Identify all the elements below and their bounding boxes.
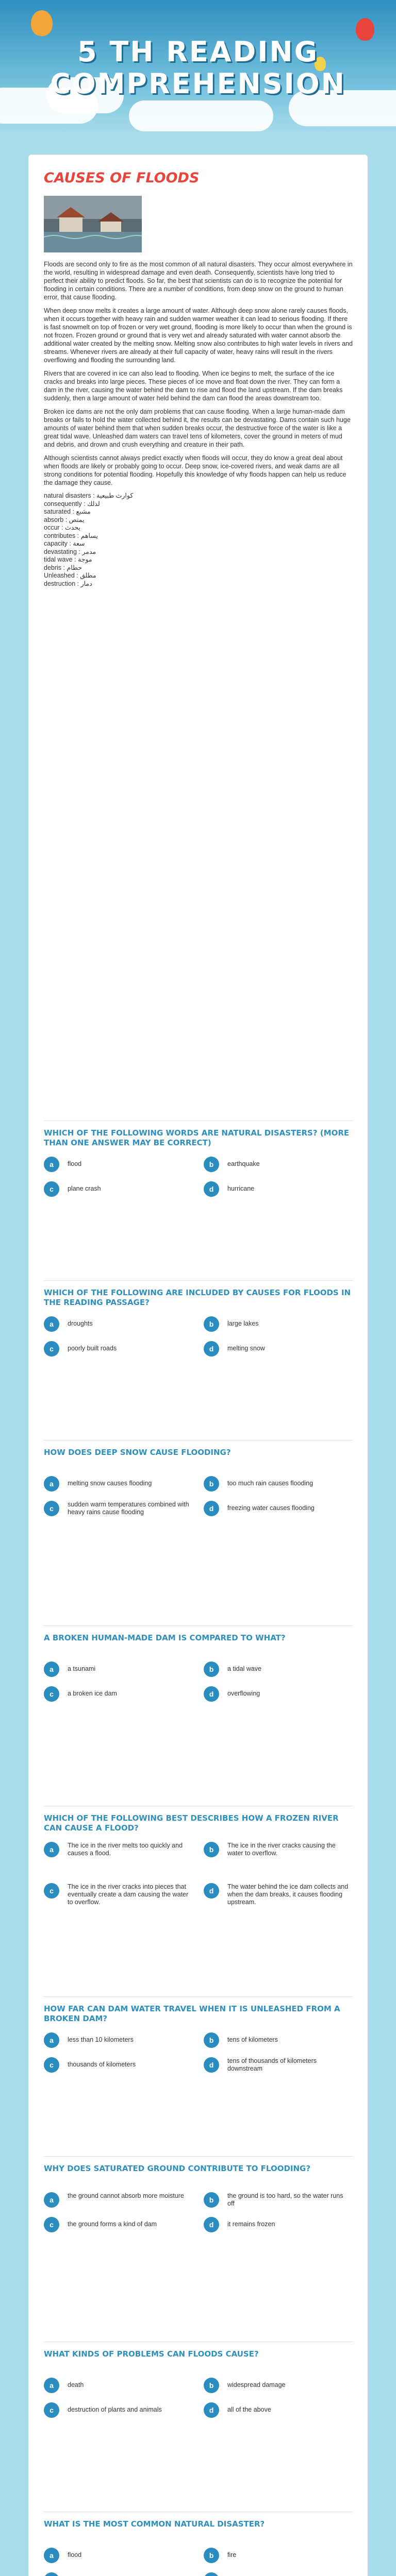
option-text: death <box>68 2381 84 2388</box>
answer-option-a[interactable] <box>44 2548 193 2565</box>
cloud <box>129 100 273 131</box>
divider <box>44 1996 353 1997</box>
passage-paragraph: Rivers that are covered in ice can also lead to flooding. When ice begins to melt, the surface of the ice cracks and breaks into large pieces. These pieces of ice move and float down the river. They can form a dam in the river, causing the water behind the dam to rise and flood the land upstream. If the dam breaks suddenly, then a large amount of water held behind the dam can flood the areas downstream too. <box>44 370 343 402</box>
hot-air-balloon-icon <box>31 10 53 36</box>
passage-paragraph: Floods are second only to fire as the most common of all natural disasters. They occur almost everywhere in the world, resulting in widespread damage and even death. Consequently, scientists have long tried to perfect their ability to predict floods. So far, the best that scientists can do is to recognize the potential for flooding in certain conditions. There are a number of conditions, from deep snow on the ground to human error, that cause flooding. <box>44 261 353 301</box>
question-text: WHAT IS THE MOST COMMON NATURAL DISASTER? <box>44 2519 265 2529</box>
option-letter-badge: c <box>44 2057 59 2073</box>
vocab-item: debris : حطام <box>44 564 82 571</box>
divider <box>44 1280 353 1281</box>
vocab-item: destruction : دمار <box>44 580 92 587</box>
answer-option-b[interactable] <box>204 1476 353 1494</box>
answer-option-c[interactable] <box>44 2217 193 2234</box>
vocab-item: saturated : مشبع <box>44 508 91 515</box>
answer-option-b[interactable] <box>204 1316 353 1334</box>
answer-option-c[interactable] <box>44 1686 193 1704</box>
option-letter-badge: a <box>44 2548 59 2563</box>
option-letter-badge: c <box>44 1501 59 1516</box>
answer-option-a[interactable] <box>44 1842 193 1859</box>
answer-option-c[interactable] <box>44 1341 193 1359</box>
option-letter-badge: d <box>204 2402 219 2418</box>
option-letter-badge: b <box>204 2032 219 2048</box>
answer-option-c[interactable] <box>44 2402 193 2420</box>
option-text: a tidal wave <box>227 1665 262 1672</box>
option-text: too much rain causes flooding <box>227 1480 314 1487</box>
option-letter-badge: d <box>204 1341 219 1357</box>
passage-paragraph: Although scientists cannot always predict exactly when floods will occur, they do know a great deal about when floods are likely or probably going to occur. Deep snow, ice-covered rivers, and weak dams are all strong conditions for potential flooding. Hopefully this knowledge of why floods happen can help us reduce the damage they cause. <box>44 454 346 486</box>
vocab-item: contributes : يساهم <box>44 532 98 539</box>
answer-option-a[interactable] <box>44 1157 193 1174</box>
answer-option-b[interactable] <box>204 2032 353 2050</box>
option-text: a tsunami <box>68 1665 96 1672</box>
vocab-item: capacity : سعة <box>44 540 85 547</box>
option-text: droughts <box>68 1320 93 1327</box>
question-text: HOW FAR CAN DAM WATER TRAVEL WHEN IT IS UNLEASHED FROM A BROKEN DAM? <box>44 2004 340 2023</box>
answer-option-b[interactable] <box>204 2548 353 2565</box>
passage-body <box>44 260 353 588</box>
option-letter-badge: d <box>204 2217 219 2232</box>
vocab-item: absorb : يمتص <box>44 516 85 523</box>
answer-option-c[interactable] <box>44 1883 193 1906</box>
answer-option-d[interactable] <box>204 2572 353 2576</box>
option-text: freezing water causes flooding <box>227 1504 315 1512</box>
option-text: The water behind the ice dam collects and when the dam breaks, it causes flooding upstream. <box>227 1883 349 1906</box>
divider <box>44 1625 353 1626</box>
option-letter-badge: a <box>44 2378 59 2393</box>
option-text: the ground is too hard, so the water runs off <box>227 2192 343 2207</box>
option-letter-badge: b <box>204 1842 219 1857</box>
option-letter-badge: c <box>44 1341 59 1357</box>
option-text: destruction of plants and animals <box>68 2406 162 2413</box>
option-letter-badge: a <box>44 1476 59 1492</box>
option-text: melting snow <box>227 1345 265 1352</box>
option-letter-badge: c <box>44 1883 59 1899</box>
option-letter-badge: d <box>204 1686 219 1702</box>
answer-option-c[interactable] <box>44 1181 193 1199</box>
divider <box>44 2156 353 2157</box>
vocabulary-list <box>44 492 353 588</box>
option-letter-badge: c <box>44 2402 59 2418</box>
answer-option-a[interactable] <box>44 2378 193 2395</box>
answer-option-d[interactable] <box>204 2402 353 2420</box>
option-letter-badge <box>44 2572 59 2576</box>
flood-illustration <box>44 196 142 252</box>
option-letter-badge: c <box>44 1181 59 1197</box>
answer-option-c[interactable] <box>44 2057 193 2075</box>
option-text: thousands of kilometers <box>68 2061 136 2068</box>
answer-option-b[interactable] <box>204 2378 353 2395</box>
option-text: sudden warm temperatures combined with heavy rains cause flooding <box>68 1501 189 1516</box>
question-text: WHICH OF THE FOLLOWING ARE INCLUDED BY CAUSES FOR FLOODS IN THE READING PASSAGE? <box>44 1288 351 1307</box>
vocab-item: devastating : مدمر <box>44 548 96 555</box>
answer-option-b[interactable] <box>204 1157 353 1174</box>
answer-option-d[interactable] <box>204 1883 353 1906</box>
option-letter-badge: d <box>204 1883 219 1899</box>
answer-option-d[interactable] <box>204 2057 353 2075</box>
option-text: a broken ice dam <box>68 1690 117 1697</box>
option-text: less than 10 kilometers <box>68 2036 134 2043</box>
option-letter-badge: b <box>204 1316 219 1332</box>
option-text: overflowing <box>227 1690 260 1697</box>
question-text: HOW DOES DEEP SNOW CAUSE FLOODING? <box>44 1448 231 1457</box>
answer-option-a[interactable] <box>44 2032 193 2050</box>
option-text: earthquake <box>227 1160 260 1167</box>
option-letter-badge: b <box>204 1476 219 1492</box>
answer-option-b[interactable] <box>204 2192 353 2210</box>
option-letter-badge: a <box>44 1842 59 1857</box>
option-letter-badge: a <box>44 2032 59 2048</box>
question-text: WHICH OF THE FOLLOWING BEST DESCRIBES HOW A FROZEN RIVER CAN CAUSE A FLOOD? <box>44 1814 339 1833</box>
option-text: it remains frozen <box>227 2221 275 2228</box>
option-letter-badge <box>204 2572 219 2576</box>
question-text: WHICH OF THE FOLLOWING WORDS ARE NATURAL DISASTERS? (MORE THAN ONE ANSWER MAY BE CORRECT) <box>44 1128 350 1147</box>
option-letter-badge: d <box>204 1501 219 1516</box>
answer-option-d[interactable] <box>204 1501 353 1518</box>
question-text: WHY DOES SATURATED GROUND CONTRIBUTE TO FLOODING? <box>44 2164 311 2173</box>
answer-option-c[interactable] <box>44 1501 193 1518</box>
answer-option-a[interactable] <box>44 1476 193 1494</box>
option-text: flood <box>68 1160 82 1167</box>
vocab-item: Unleashed : مطلق <box>44 572 96 579</box>
option-letter-badge: c <box>44 1686 59 1702</box>
answer-option-d[interactable] <box>204 1341 353 1359</box>
option-text: melting snow causes flooding <box>68 1480 152 1487</box>
option-text: tens of kilometers <box>227 2036 278 2043</box>
option-text: plane crash <box>68 1185 101 1192</box>
option-text: poorly built roads <box>68 1345 117 1352</box>
answer-option-d[interactable] <box>204 2217 353 2234</box>
option-letter-badge: d <box>204 2057 219 2073</box>
option-text: hurricane <box>227 1185 255 1192</box>
option-letter-badge: b <box>204 2378 219 2393</box>
answer-option-a[interactable] <box>44 1662 193 1679</box>
question-text: WHAT KINDS OF PROBLEMS CAN FLOODS CAUSE? <box>44 2349 259 2359</box>
answer-option-b[interactable] <box>204 1662 353 1679</box>
answer-option-a[interactable] <box>44 1316 193 1334</box>
option-text: the ground forms a kind of dam <box>68 2221 157 2228</box>
option-text: the ground cannot absorb more moisture <box>68 2192 184 2199</box>
passage-paragraph: When deep snow melts it creates a large amount of water. Although deep snow alone rarely causes floods, when it occurs together with heavy rain and sudden warmer weather it can lead to serious flooding. If there is fast snowmelt on top of frozen or very wet ground, flooding is more likely to occur than when the ground is not frozen. Frozen ground or ground that is very wet and already saturated with water cannot absorb the additional water created by the melting snow. Melting snow also contributes to high water levels in rivers and streams. Whenever rivers are already at their full capacity of water, heavy rains will result in the rivers overflowing and flooding the surrounding land. <box>44 307 353 364</box>
option-text: The ice in the river cracks into pieces that eventually create a dam causing the water to overflow. <box>68 1883 189 1906</box>
option-letter-badge: a <box>44 1316 59 1332</box>
option-text: tens of thousands of kilometers downstream <box>227 2057 317 2072</box>
answer-option-a[interactable] <box>44 2192 193 2210</box>
answer-option-d[interactable] <box>204 1181 353 1199</box>
option-letter-badge: c <box>44 2217 59 2232</box>
option-letter-badge: b <box>204 1662 219 1677</box>
option-text: fire <box>227 2551 237 2558</box>
option-letter-badge: a <box>44 1662 59 1677</box>
option-text: flood <box>68 2551 82 2558</box>
option-letter-badge: b <box>204 2548 219 2563</box>
vocab-item: natural disasters : كوارث طبيعية <box>44 492 134 499</box>
option-letter-badge: a <box>44 2192 59 2208</box>
vocab-item: tidal wave : موجة <box>44 556 92 563</box>
passage-paragraph: Broken ice dams are not the only dam problems that can cause flooding. When a large human-made dam breaks or fails to hold the water collected behind it, the results can be devastating. Dams contain such huge amounts of water behind them that when sudden breaks occur, the destructive force of the water is like a great tidal wave. Unleashed dam waters can travel tens of kilometers, cover the ground in meters of mud and debris, and drown and crush everything and creature in their path. <box>44 408 351 448</box>
vocab-item: occur : يحدث <box>44 524 80 531</box>
answer-option-b[interactable] <box>204 1842 353 1859</box>
page-title: 5 TH READING COMPREHENSION <box>50 36 346 100</box>
option-text: widespread damage <box>227 2381 286 2388</box>
vocab-item: consequently : لذلك <box>44 500 100 507</box>
option-letter-badge: a <box>44 1157 59 1172</box>
answer-option-c[interactable] <box>44 2572 193 2576</box>
option-letter-badge: b <box>204 1157 219 1172</box>
option-text: all of the above <box>227 2406 271 2413</box>
option-text: The ice in the river cracks causing the water to overflow. <box>227 1842 336 1857</box>
option-text: The ice in the river melts too quickly and causes a flood. <box>68 1842 183 1857</box>
option-text: large lakes <box>227 1320 259 1327</box>
option-letter-badge: b <box>204 2192 219 2208</box>
passage-heading: CAUSES OF FLOODS <box>44 170 200 186</box>
option-letter-badge: d <box>204 1181 219 1197</box>
question-text: A BROKEN HUMAN-MADE DAM IS COMPARED TO WHAT? <box>44 1633 286 1642</box>
answer-option-d[interactable] <box>204 1686 353 1704</box>
